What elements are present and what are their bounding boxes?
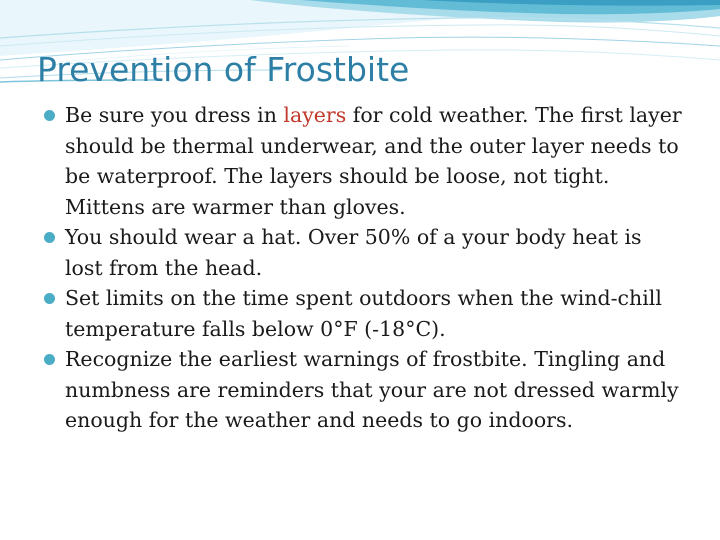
slide-title: Prevention of Frostbite (37, 50, 410, 89)
bullet-list (44, 100, 684, 436)
bullet-item-layers (44, 100, 684, 222)
bullet-dot-icon (44, 293, 55, 304)
bullet-dot-icon (44, 354, 55, 365)
bullet-item-time-limits (44, 283, 684, 344)
bullet-text: You should wear a hat. Over 50% of a your body heat is lost from the head. (65, 225, 642, 280)
bullet-text: Recognize the earliest warnings of frostbite. Tingling and numbness are reminders that your are not dressed warmly enough for the weather and needs to go indoors. (65, 347, 679, 432)
bullet-text-after: for cold weather. The first layer should be thermal underwear, and the outer layer needs to be waterproof. The layers should be loose, not tight. Mittens are warmer than gloves. (65, 103, 682, 219)
bullet-text-before: Be sure you dress in (65, 103, 284, 127)
bullet-item-hat (44, 222, 684, 283)
highlighted-word: layers (283, 103, 347, 127)
bullet-item-warnings (44, 344, 684, 436)
bullet-dot-icon (44, 110, 55, 121)
bullet-text: Set limits on the time spent outdoors when the wind-chill temperature falls below 0°F (-18°C). (65, 286, 662, 341)
bullet-dot-icon (44, 232, 55, 243)
